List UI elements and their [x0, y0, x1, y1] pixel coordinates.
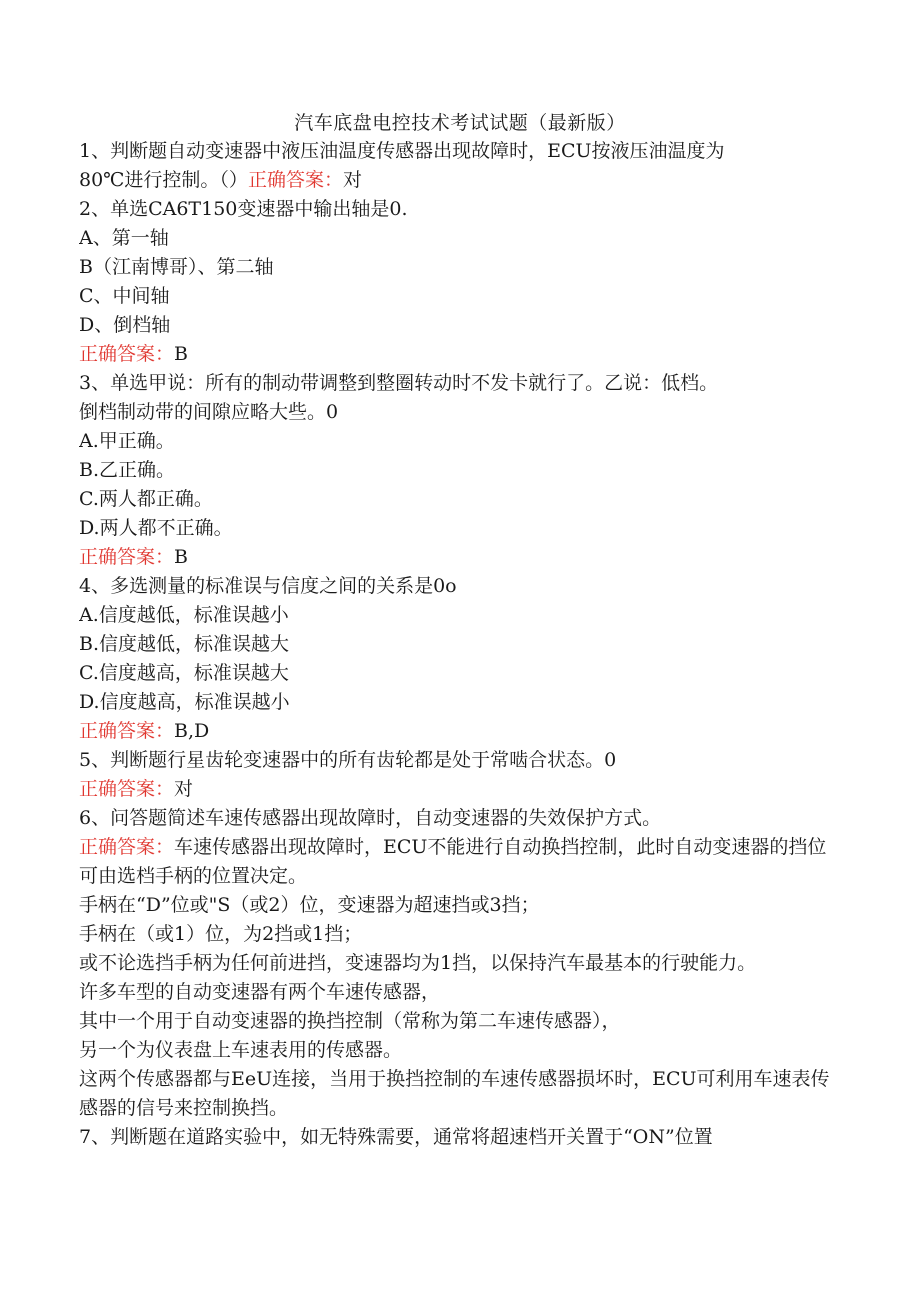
page-title: 汽车底盘电控技术考试试题（最新版）	[294, 112, 626, 134]
q4-option-a: A.信度越低，标准误越小	[79, 604, 289, 626]
q3-option-a: A.甲正确。	[79, 430, 175, 452]
q6-answer	[79, 833, 839, 891]
q5-answer-label: 正确答案：	[79, 778, 175, 800]
q4-stem: 4、多选测量的标准误与信度之间的关系是0o	[79, 575, 457, 597]
q2-option-c: C、中间轴	[79, 285, 170, 307]
q1-answer-value: 对	[342, 169, 362, 191]
q2-option-b: B（江南博哥）、第二轴	[79, 256, 274, 278]
q1-stem-end: 80℃进行控制。（）	[79, 169, 248, 191]
q5-answer	[79, 775, 839, 804]
q2-option-a: A、第一轴	[79, 227, 169, 249]
q4-answer-value: B,D	[174, 720, 210, 742]
q1-answer-label: 正确答案：	[247, 169, 343, 191]
q3-option-d: D.两人都不正确。	[79, 517, 233, 539]
q5-answer-value: 对	[174, 778, 194, 800]
q2-answer-label: 正确答案：	[79, 343, 175, 365]
q1-stem-line1: 1、判断题自动变速器中液压油温度传感器出现故障时，ECU按液压油温度为	[79, 140, 725, 162]
q4-option-d: D.信度越高，标准误越小	[79, 691, 290, 713]
q6-answer-line-6: 另一个为仪表盘上车速表用的传感器。	[79, 1039, 403, 1061]
q3-option-c: C.两人都正确。	[79, 488, 213, 510]
q5-stem: 5、判断题行星齿轮变速器中的所有齿轮都是处于常啮合状态。0	[79, 749, 617, 771]
question-list	[79, 137, 839, 1152]
q6-answer-line-5: 其中一个用于自动变速器的换挡控制（常称为第二车速传感器），	[79, 1010, 621, 1032]
q6-answer-line-3: 或不论选挡手柄为任何前进挡，变速器均为1挡，以保持汽车最基本的行驶能力。	[79, 952, 757, 974]
q3-stem-line2: 倒档制动带的间隙应略大些。0	[79, 401, 339, 423]
q3-option-b: B.乙正确。	[79, 459, 176, 481]
q6-answer-label: 正确答案：	[79, 836, 175, 858]
q6-answer-line-7: 这两个传感器都与EeU连接，当用于换挡控制的车速传感器损坏时，ECU可利用车速表传感器的信号来控制换挡。	[79, 1068, 830, 1119]
q3-answer-label: 正确答案：	[79, 546, 175, 568]
q6-answer-line-1: 手柄在“D”位或"S（或2）位，变速器为超速挡或3挡；	[79, 894, 540, 916]
q6-answer-line-4: 许多车型的自动变速器有两个车速传感器，	[79, 981, 441, 1003]
q2-answer-value: B	[174, 343, 188, 365]
q3-answer-value: B	[174, 546, 188, 568]
q3-answer	[79, 543, 839, 572]
q4-option-b: B.信度越低，标准误越大	[79, 633, 290, 655]
q4-answer	[79, 717, 839, 746]
q4-option-c: C.信度越高，标准误越大	[79, 662, 289, 684]
q2-stem: 2、单选CA6T150变速器中输出轴是0.	[79, 198, 408, 220]
q4-answer-label: 正确答案：	[79, 720, 175, 742]
q3-stem-line1: 3、单选甲说：所有的制动带调整到整圈转动时不发卡就行了。乙说：低档。	[79, 372, 719, 394]
q6-answer-line-2: 手柄在（或1）位，为2挡或1挡；	[79, 923, 363, 945]
q2-answer	[79, 340, 839, 369]
q1-stem-line2	[79, 166, 839, 195]
q7-stem: 7、判断题在道路实验中，如无特殊需要，通常将超速档开关置于“ON”位置	[79, 1126, 713, 1148]
q6-stem: 6、问答题简述车速传感器出现故障时，自动变速器的失效保护方式。	[79, 807, 662, 829]
q2-option-d: D、倒档轴	[79, 314, 171, 336]
q6-answer-text: 车速传感器出现故障时，ECU不能进行自动换挡控制，此时自动变速器的挡位可由选档手柄的位置决定。	[79, 836, 827, 887]
